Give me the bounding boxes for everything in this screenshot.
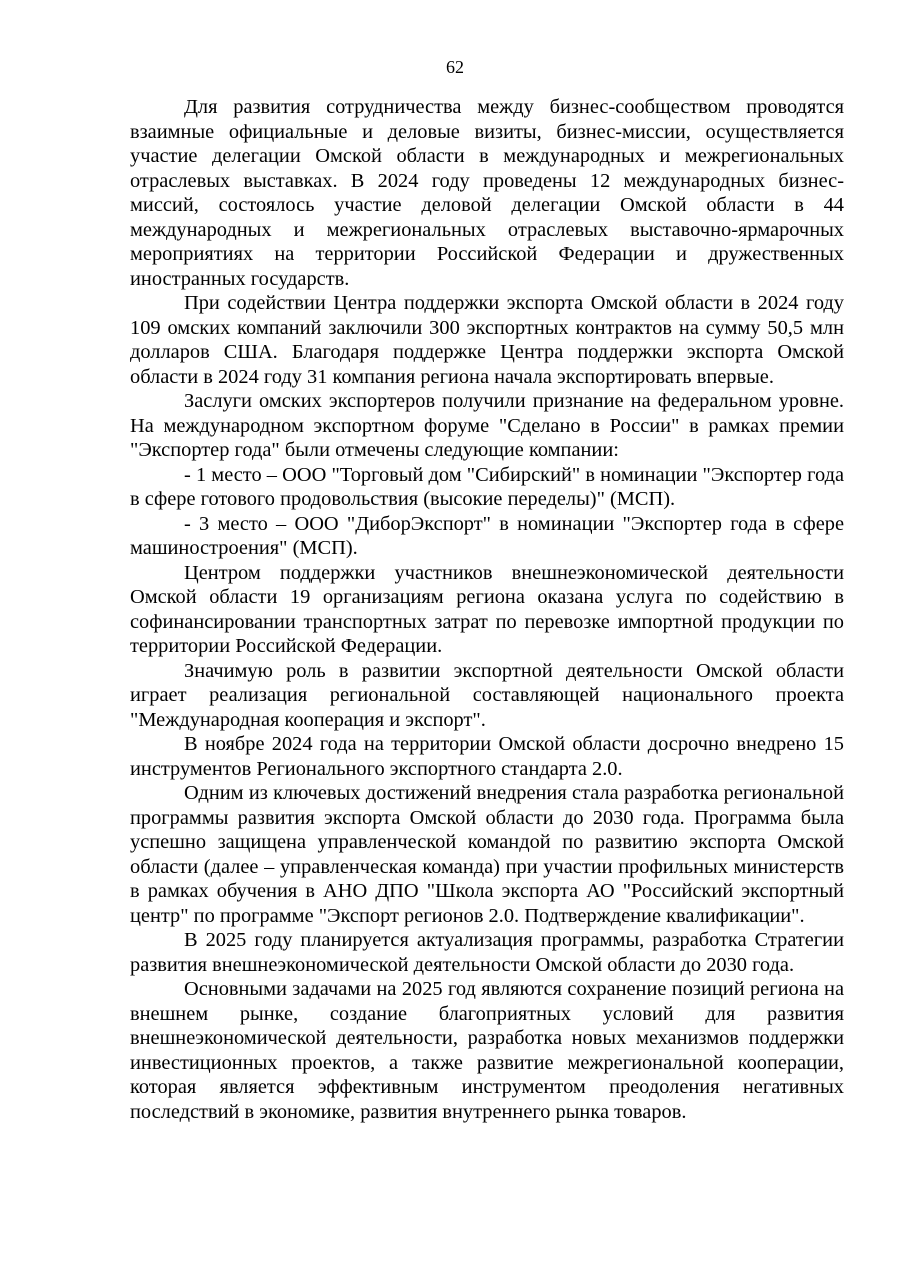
paragraph-2025-plans: В 2025 году планируется актуализация программы, разработка Стратегии развития внешнеэкономической деятельности Омской области до 2030 года.: [130, 929, 844, 976]
paragraph-business-missions: Для развития сотрудничества между бизнес-сообществом проводятся взаимные официальные и деловые визиты, бизнес-миссии, осуществляется участие делегации Омской области в международных и межрегиональных отраслевых выставках. В 2024 году проведены 12 международных бизнес-миссий, состоялось участие деловой делегации Омской области в 44 международных и межрегиональных отраслевых выставочно-ярмарочных мероприятиях на территории Российской Федерации и дружественных иностранных государств.: [130, 96, 844, 290]
paragraph-regional-program: Одним из ключевых достижений внедрения стала разработка региональной программы развития экспорта Омской области до 2030 года. Программа была успешно защищена управленческой командой по развитию экспорта Омской области (далее – управленческая команда) при участии профильных министерств в рамках обучения в АНО ДПО "Школа экспорта АО "Российский экспортный центр" по программе "Экспорт регионов 2.0. Подтверждение квалификации".: [130, 782, 844, 927]
paragraph-national-project: Значимую роль в развитии экспортной деятельности Омской области играет реализация региональной составляющей национального проекта "Международная кооперация и экспорт".: [130, 659, 844, 731]
paragraph-export-support-center: При содействии Центра поддержки экспорта Омской области в 2024 году 109 омских компаний заключили 300 экспортных контрактов на сумму 50,5 млн долларов США. Благодаря поддержке Центра поддержки экспорта Омской области в 2024 году 31 компания региона начала экспортировать впервые.: [130, 292, 844, 388]
list-item-first-place: - 1 место – ООО "Торговый дом "Сибирский" в номинации "Экспортер года в сфере готового продовольствия (высокие переделы)" (МСП).: [130, 463, 844, 510]
paragraph-2025-tasks: Основными задачами на 2025 год являются сохранение позиций региона на внешнем рынке, создание благоприятных условий для развития внешнеэкономической деятельности, разработка новых механизмов поддержки инвестиционных проектов, а также развитие межрегиональной кооперации, которая является эффективным инструментом преодоления негативных последствий в экономике, развития внутреннего рынка товаров.: [130, 978, 844, 1123]
document-body: [130, 95, 844, 1124]
page-number: 62: [446, 57, 464, 77]
paragraph-federal-recognition: Заслуги омских экспортеров получили признание на федеральном уровне. На международном экспортном форуме "Сделано в России" в рамках премии "Экспортер года" были отмечены следующие компании:: [130, 390, 844, 461]
list-item-third-place: - 3 место – ООО "ДиборЭкспорт" в номинации "Экспортер года в сфере машиностроения" (МСП).: [130, 512, 844, 559]
paragraph-transport-cofinancing: Центром поддержки участников внешнеэкономической деятельности Омской области 19 организациям региона оказана услуга по содействию в софинансировании транспортных затрат по перевозке импортной продукции по территории Российской Федерации.: [130, 561, 844, 657]
paragraph-export-standard: В ноябре 2024 года на территории Омской области досрочно внедрено 15 инструментов Регионального экспортного стандарта 2.0.: [130, 733, 844, 780]
